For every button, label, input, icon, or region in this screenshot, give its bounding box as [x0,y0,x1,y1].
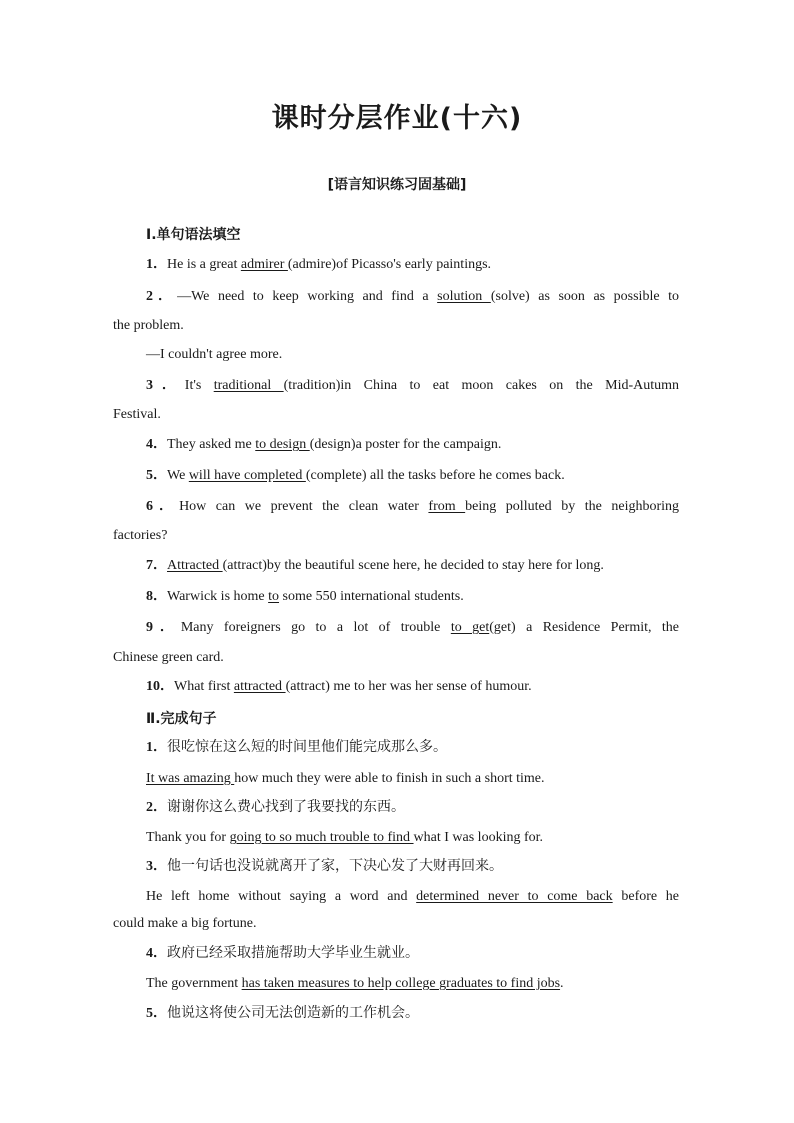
sentence-4-answer: The government has taken measures to help college graduates to find jobs. [146,976,564,991]
question-number: 1． [146,740,167,755]
answer: has taken measures to help college graduates to find jobs [241,976,561,991]
question-number: 8． [146,589,167,604]
answer: It was amazing [146,771,235,786]
question-number: 5． [146,1006,167,1021]
question-8: 8．Warwick is home to some 550 international students. [146,589,464,604]
answer: to [268,589,280,604]
question-number: 7． [146,558,167,573]
section-heading-sentences: Ⅱ.完成句子 [146,711,217,727]
question-9-continued: Chinese green card. [113,650,224,665]
answer: attracted [233,679,286,694]
question-2-reply: —I couldn't agree more. [146,347,283,362]
question-number: 6． [146,499,180,514]
answer: going to so much trouble to find [229,830,414,845]
question-number: 5． [146,468,167,483]
answer: solution [437,289,491,304]
answer: from [428,499,466,514]
sentence-2-answer: Thank you for going to so much trouble to find what I was looking for. [146,830,544,845]
question-10: 10．What first attracted (attract) me to her was her sense of humour. [146,679,532,694]
question-9: 9．Many foreigners go to a lot of trouble to get(get) a Residence Permit, the [146,620,680,635]
answer: determined never to come back [416,889,613,904]
sentence-2-chinese: 2．谢谢你这么费心找到了我要找的东西。 [146,799,405,815]
question-1: 1．He is a great admirer (admire)of Picasso's early paintings. [146,257,492,272]
question-5: 5．We will have completed (complete) all the tasks before he comes back. [146,468,565,483]
sentence-3-continued: could make a big fortune. [113,916,257,931]
question-3: 3．It's traditional (tradition)in China to eat moon cakes on the Mid-Autumn [146,378,680,393]
question-2: 2．—We need to keep working and find a solution (solve) as soon as possible to [146,289,679,304]
section-subtitle: [语言知识练习固基础] [327,177,467,193]
answer: admirer [240,257,288,272]
question-number: 10． [146,679,174,694]
question-3-continued: Festival. [113,407,161,422]
sentence-1-answer: It was amazing how much they were able to finish in such a short time. [146,771,545,786]
sentence-4-chinese: 4．政府已经采取措施帮助大学毕业生就业。 [146,945,419,961]
section-heading-grammar: Ⅰ.单句语法填空 [146,227,241,243]
question-number: 9． [146,620,181,635]
question-number: 2． [146,800,167,815]
question-6: 6．How can we prevent the clean water from being polluted by the neighboring [146,499,680,514]
question-number: 4． [146,946,167,961]
question-2-continued: the problem. [113,318,184,333]
question-4: 4．They asked me to design (design)a poster for the campaign. [146,437,502,452]
question-number: 3． [146,378,185,393]
sentence-1-chinese: 1．很吃惊在这么短的时间里他们能完成那么多。 [146,739,447,755]
answer: Attracted [167,558,223,573]
answer: to get [450,620,490,635]
page-title: 课时分层作业(十六) [271,103,523,134]
sentence-5-chinese: 5．他说这将使公司无法创造新的工作机会。 [146,1005,419,1021]
answer: to design [255,437,310,452]
sentence-3-chinese: 3．他一句话也没说就离开了家，下决心发了大财再回来。 [146,858,503,874]
question-number: 2． [146,289,178,304]
answer: will have completed [188,468,306,483]
question-number: 4． [146,437,167,452]
question-number: 3． [146,859,167,874]
sentence-3-answer: He left home without saying a word and determined never to come back before he [146,889,680,904]
question-7: 7．Attracted (attract)by the beautiful scene here, he decided to stay here for long. [146,558,604,573]
question-6-continued: factories? [113,528,168,543]
answer: traditional [213,378,284,393]
question-number: 1． [146,257,167,272]
